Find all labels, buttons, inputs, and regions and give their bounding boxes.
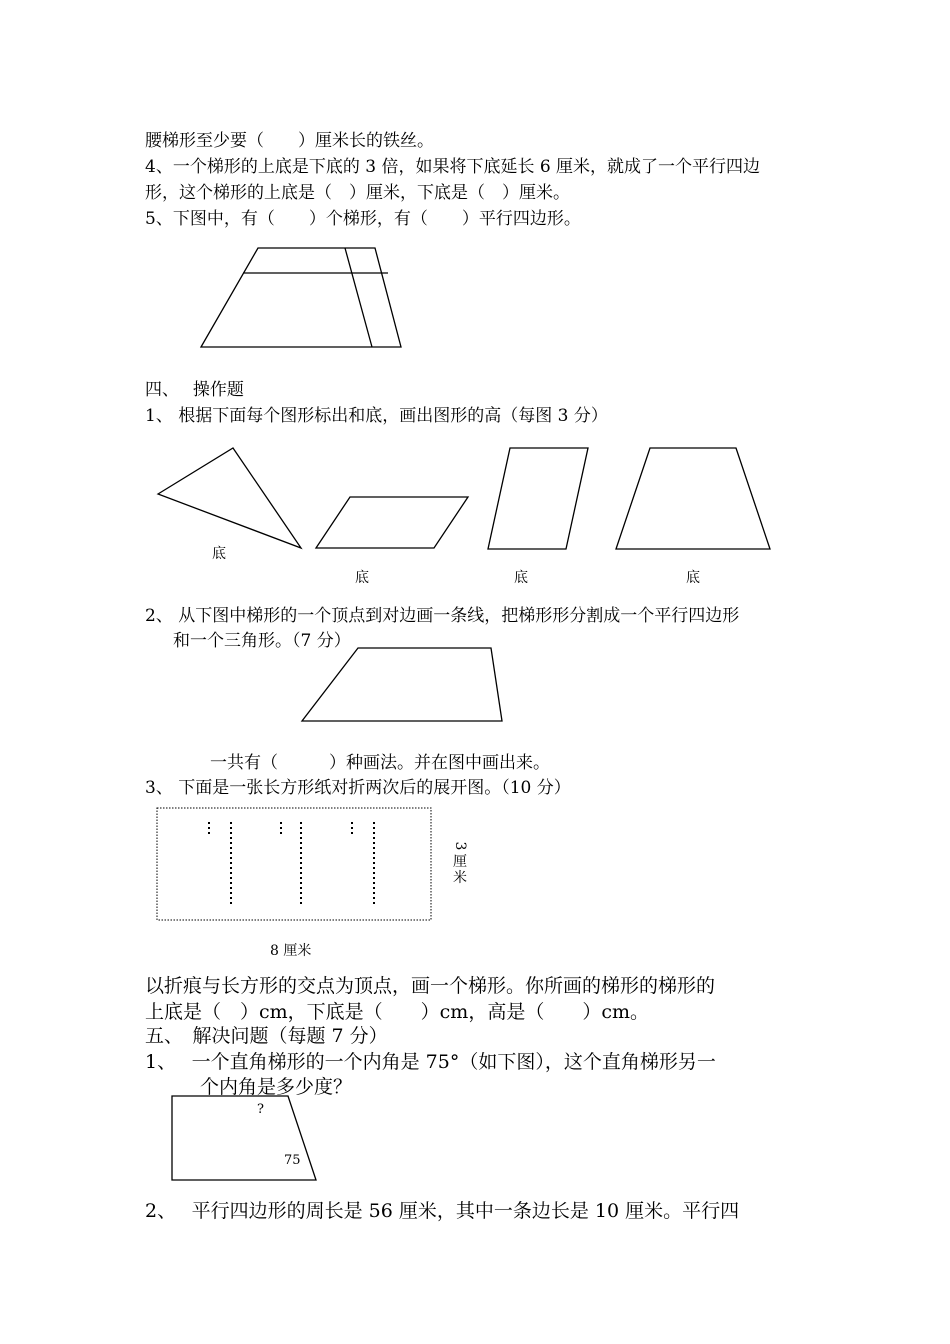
trapezoid-figure-q5	[195, 240, 410, 355]
angle-75-label: 75	[284, 1153, 301, 1168]
question-4-line2: 形，这个梯形的上底是（ ）厘米，下底是（ ）厘米。	[145, 183, 570, 203]
unknown-angle-label: ?	[257, 1102, 264, 1117]
section-5-title: 五、 解决问题（每题 7 分）	[145, 1025, 388, 1047]
width-label: 8 厘米	[270, 943, 312, 959]
parallelogram-base-label: 底	[355, 570, 369, 586]
shapes-row	[150, 440, 790, 560]
tall-parallelogram-shape	[488, 448, 588, 549]
question-4-2-answer: 一共有（ ）种画法。并在图中画出来。	[210, 753, 550, 773]
triangle-shape	[158, 448, 301, 548]
question-4-1: 1、 根据下面每个图形标出和底，画出图形的高（每图 3 分）	[145, 406, 608, 426]
trapezoid-base-label: 底	[686, 570, 700, 586]
question-5-1-line1: 1、 一个直角梯形的一个内角是 75°（如下图），这个直角梯形另一	[145, 1051, 716, 1073]
question-4-3-line2: 上底是（ ）cm，下底是（ ）cm，高是（ ）cm。	[145, 1001, 649, 1023]
question-5-2: 2、 平行四边形的周长是 56 厘米，其中一条边长是 10 厘米。平行四	[145, 1200, 740, 1222]
trapezoid-shape	[616, 448, 770, 549]
question-4-3: 3、 下面是一张长方形纸对折两次后的展开图。（10 分）	[145, 778, 571, 798]
trapezoid-figure-q42	[296, 642, 508, 726]
section-4-title: 四、 操作题	[145, 380, 244, 400]
right-trapezoid-figure	[166, 1090, 326, 1186]
question-4-2-line1: 2、 从下图中梯形的一个顶点到对边画一条线，把梯形形分割成一个平行四边形	[145, 606, 740, 626]
triangle-base-label: 底	[212, 546, 226, 562]
question-4-line1: 4、一个梯形的上底是下底的 3 倍，如果将下底延长 6 厘米，就成了一个平行四边	[145, 157, 761, 177]
tall-parallelogram-base-label: 底	[514, 570, 528, 586]
question-4-3-line1: 以折痕与长方形的交点为顶点，画一个梯形。你所画的梯形的梯形的	[145, 975, 716, 997]
parallelogram-shape	[316, 497, 468, 548]
question-5-1-line2: 个内角是多少度？	[200, 1076, 353, 1098]
height-label: 3 厘 米	[452, 841, 468, 886]
unfolded-paper-figure	[150, 800, 440, 930]
question-line: 腰梯形至少要（ ）厘米长的铁丝。	[145, 131, 434, 151]
question-5: 5、下图中，有（ ）个梯形，有（ ）平行四边形。	[145, 209, 581, 229]
question-4-2-line2: 和一个三角形。（7 分）	[173, 631, 351, 651]
